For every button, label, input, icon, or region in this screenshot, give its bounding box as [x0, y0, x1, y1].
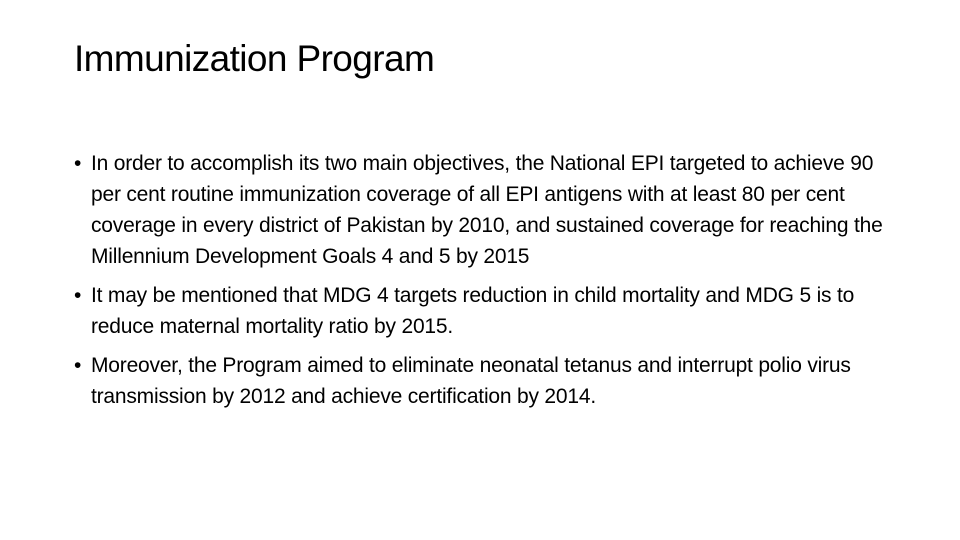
bullet-text: In order to accomplish its two main objectives, the National EPI targeted to achieve 90 per cent routine immunization coverage of all EPI antigens with at least 80 per cent coverage in every district of Pakistan by 2010, and sustained coverage for reaching the Millennium Development Goals 4 and 5 by 2015	[91, 152, 883, 268]
slide-title: Immunization Program	[74, 38, 435, 79]
bullet-item	[74, 148, 904, 272]
bullet-list	[74, 148, 904, 420]
bullet-icon: •	[74, 152, 82, 175]
bullet-icon: •	[74, 284, 82, 307]
bullet-text: Moreover, the Program aimed to eliminate neonatal tetanus and interrupt polio virus transmission by 2012 and achieve certification by 2014.	[91, 354, 851, 408]
bullet-icon: •	[74, 354, 82, 377]
bullet-item	[74, 280, 904, 342]
bullet-text: It may be mentioned that MDG 4 targets reduction in child mortality and MDG 5 is to reduce maternal mortality ratio by 2015.	[91, 284, 855, 338]
bullet-item	[74, 350, 904, 412]
